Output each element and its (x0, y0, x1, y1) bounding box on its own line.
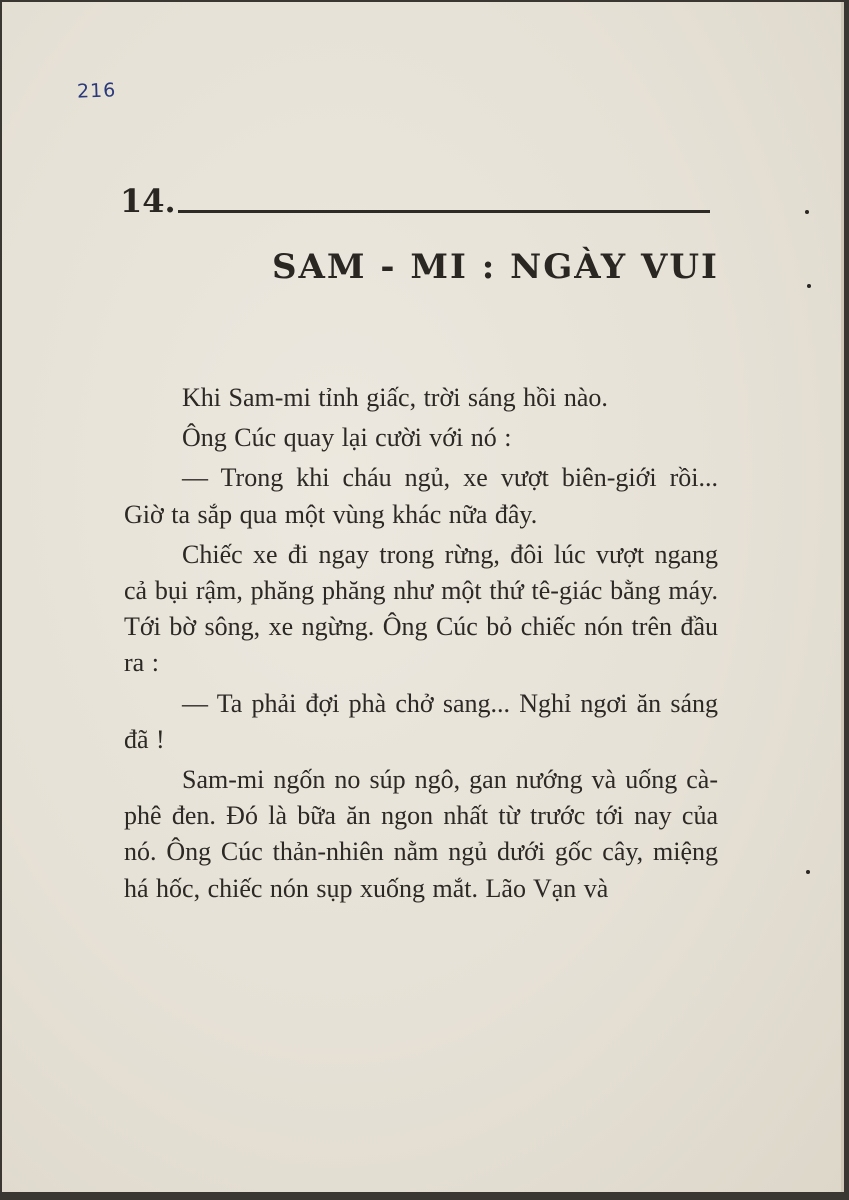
paragraph: Chiếc xe đi ngay trong rừng, đôi lúc vượt ngang cả bụi rậm, phăng phăng như một thứ tê-giác bằng máy. Tới bờ sông, xe ngừng. Ông Cúc bỏ chiếc nón trên đầu ra : (124, 539, 718, 678)
dialogue-paragraph: — Ta phải đợi phà chở sang... Nghỉ ngơi ăn sáng đã ! (124, 688, 718, 754)
handwritten-page-number: 216 (76, 79, 117, 103)
chapter-body (124, 380, 718, 911)
chapter-title: SAM - MI : NGÀY VUI (272, 247, 719, 287)
paragraph: Sam-mi ngốn no súp ngô, gan nướng và uống cà-phê đen. Đó là bữa ăn ngon nhất từ trước tới nay của nó. Ông Cúc thản-nhiên nằm ngủ dưới gốc cây, miệng há hốc, chiếc nón sụp xuống mắt. Lão Vạn và (124, 765, 718, 903)
book-page (2, 2, 844, 1192)
binding-hole-mark (807, 284, 811, 288)
binding-hole-mark (806, 870, 810, 874)
binding-hole-mark (805, 210, 809, 214)
chapter-rule (178, 210, 710, 213)
dialogue-paragraph: — Trong khi cháu ngủ, xe vượt biên-giới rồi... Giờ ta sắp qua một vùng khác nữa đây. (124, 463, 718, 529)
paragraph: Ông Cúc quay lại cười với nó : (182, 423, 512, 453)
chapter-number: 14. (120, 182, 176, 220)
paragraph: Khi Sam-mi tỉnh giấc, trời sáng hồi nào. (182, 383, 608, 412)
